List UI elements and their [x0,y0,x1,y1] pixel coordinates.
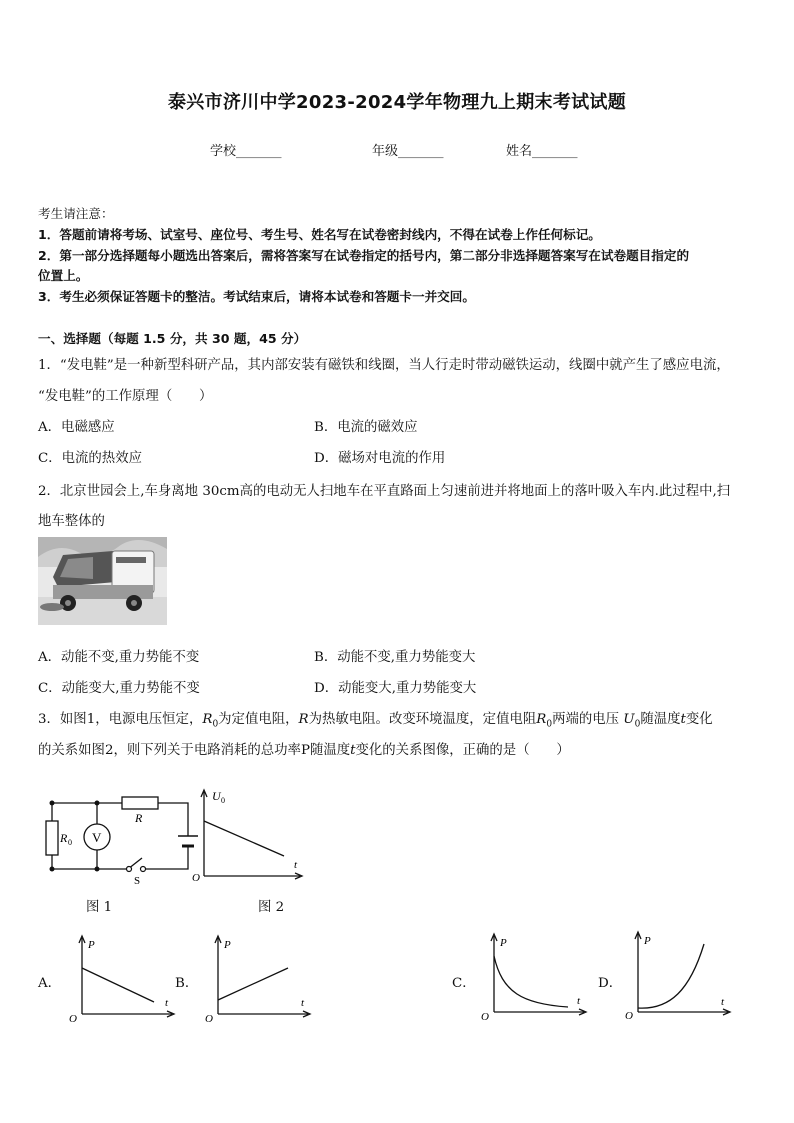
notice-item-2-cont: 位置上。 [38,268,89,283]
u0-axis-label-sub: 0 [221,796,225,805]
t-axis-label: t [577,995,581,1007]
q3-stem-line2: 的关系如图2，则下列关于电路消耗的总功率P随温度t变化的关系图像，正确的是（ ） [38,743,570,758]
option-b-graph [202,934,312,1024]
q3-option-d: D． [598,976,623,991]
q1-option-d: D．磁场对电流的作用 [314,451,446,466]
t-axis-label: t [294,859,298,871]
q3-option-b: B． [175,976,199,991]
q2-option-a: A．动能不变,重力势能不变 [38,650,200,665]
option-c-graph [478,932,588,1022]
origin-label: O [625,1010,633,1020]
origin-label: O [192,872,200,882]
p-axis-label: P [224,939,231,951]
circuit-diagram [38,788,198,888]
switch-label: S [134,875,141,887]
notice-item-1: 1．答题前请将考场、试室号、座位号、考生号、姓名写在试卷密封线内，不得在试卷上作任何标记。 [38,227,601,242]
origin-label: O [69,1013,77,1024]
q3-option-c: C． [452,976,476,991]
u0-t-graph [188,786,308,882]
q2-stem-line2: 地车整体的 [38,514,105,529]
t-axis-label: t [301,997,305,1009]
section-heading: 一、选择题（每题 1.5 分，共 30 题，45 分） [38,331,307,346]
sweeper-truck-image [38,537,167,625]
origin-label: O [205,1013,213,1024]
q1-option-a: A．电磁感应 [38,420,115,435]
option-d-graph [622,930,734,1020]
origin-label: O [481,1011,489,1022]
r0-label: R [60,831,68,845]
q2-stem-line1: 2．北京世园会上,车身离地 30cm高的电动无人扫地车在平直路面上匀速前进并将地面上的落叶吸入车内.此过程中,扫 [38,484,731,499]
page-title: 泰兴市济川中学2023-2024学年物理九上期末考试试题 [167,92,627,113]
q2-option-b: B．动能不变,重力势能变大 [314,650,476,665]
school-field: 学校_______ [210,144,282,159]
p-axis-label: P [644,935,651,947]
grade-field: 年级_______ [372,144,444,159]
p-axis-label: P [88,939,95,951]
u0-axis-label: U [212,789,221,803]
resistor-R0 [46,821,58,855]
q3-stem-line1: 3．如图1，电源电压恒定，$R_0$为定值电阻，R为热敏电阻。改变环境温度，定值电阻$R_0$两端的电压 $U_0$随温度t变化 [38,712,713,730]
option-a-graph [66,934,176,1024]
t-axis-label: t [721,996,725,1008]
q1-stem-line2: “发电鞋”的工作原理（ ） [38,389,213,404]
q2-option-d: D．动能变大,重力势能变大 [314,681,477,696]
q1-option-c: C．电流的热效应 [38,451,142,466]
notice-item-2: 2．第一部分选择题每小题选出答案后，需将答案写在试卷指定的括号内，第二部分非选择题答案写在试卷题目指定的 [38,248,690,263]
t-axis-label: t [165,997,169,1009]
p-axis-label: P [500,937,507,949]
q1-stem-line1: 1．“发电鞋”是一种新型科研产品，其内部安装有磁铁和线圈，当人行走时带动磁铁运动，线圈中就产生了感应电流， [38,358,730,373]
name-field: 姓名_______ [506,144,578,159]
thermistor-R [122,797,158,809]
r-label: R [135,811,143,825]
q3-option-a: A． [38,976,62,991]
q1-option-b: B．电流的磁效应 [314,420,418,435]
r0-label-sub: 0 [68,838,72,847]
figure-2-caption: 图 2 [258,900,285,915]
notice-item-3: 3．考生必须保证答题卡的整洁。考试结束后，请将本试卷和答题卡一并交回。 [38,289,475,304]
voltmeter-label: V [92,830,102,845]
figure-1-caption: 图 1 [86,900,113,915]
notice-heading: 考生请注意： [38,206,114,221]
q2-option-c: C．动能变大,重力势能不变 [38,681,200,696]
